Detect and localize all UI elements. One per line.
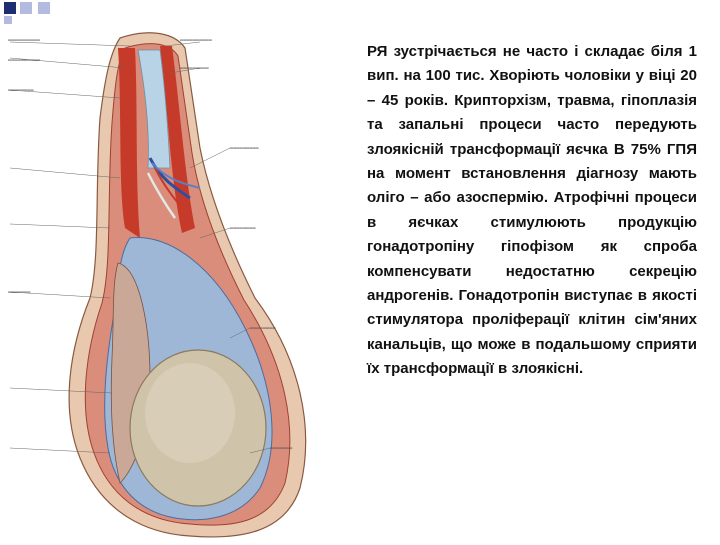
- figure-label: ══════════: [8, 38, 41, 44]
- figure-label: ════════: [230, 226, 256, 232]
- figure-label: ════════: [250, 326, 276, 332]
- testis-anatomy-svg: [0, 28, 345, 540]
- deco-square-3: [38, 2, 50, 14]
- slide-corner-decoration: [0, 0, 80, 28]
- body-paragraph: РЯ зустрічається не часто і складає біля 1 вип. на 100 тис. Хворіють чоловіки у віці 20 – 45 років. Крипторхізм, травма, гіпоплазія та запальні процеси часто передують злоякісній трансформації яєчка В 75% ГПЯ на момент встановлення діагнозу мають оліго – або азоспермію. Атрофічні процеси в яєчках стимулюють продукцію гонадотропіну гіпофізом як спроба компенсувати недостатню секрецію андрогенів. Гонадотропін виступає в якості стимулятора проліферації клітин сім'яних канальців, що може в подальшому сприяти їх трансформації в злоякісні.: [367, 43, 697, 378]
- deco-square-2: [20, 2, 32, 14]
- deco-square-1: [4, 2, 16, 14]
- figure-label: ═════════: [180, 66, 209, 72]
- figure-label: ════════: [8, 88, 34, 94]
- figure-label: ═══════: [8, 290, 31, 296]
- figure-label: ═══════: [270, 446, 293, 452]
- testis-anatomy-illustration: [0, 28, 345, 540]
- figure-label: ══════════: [8, 58, 41, 64]
- figure-label: ══════════: [180, 38, 213, 44]
- testis-highlight: [145, 363, 235, 463]
- deco-square-4: [4, 16, 12, 24]
- figure-label: ═════════: [230, 146, 259, 152]
